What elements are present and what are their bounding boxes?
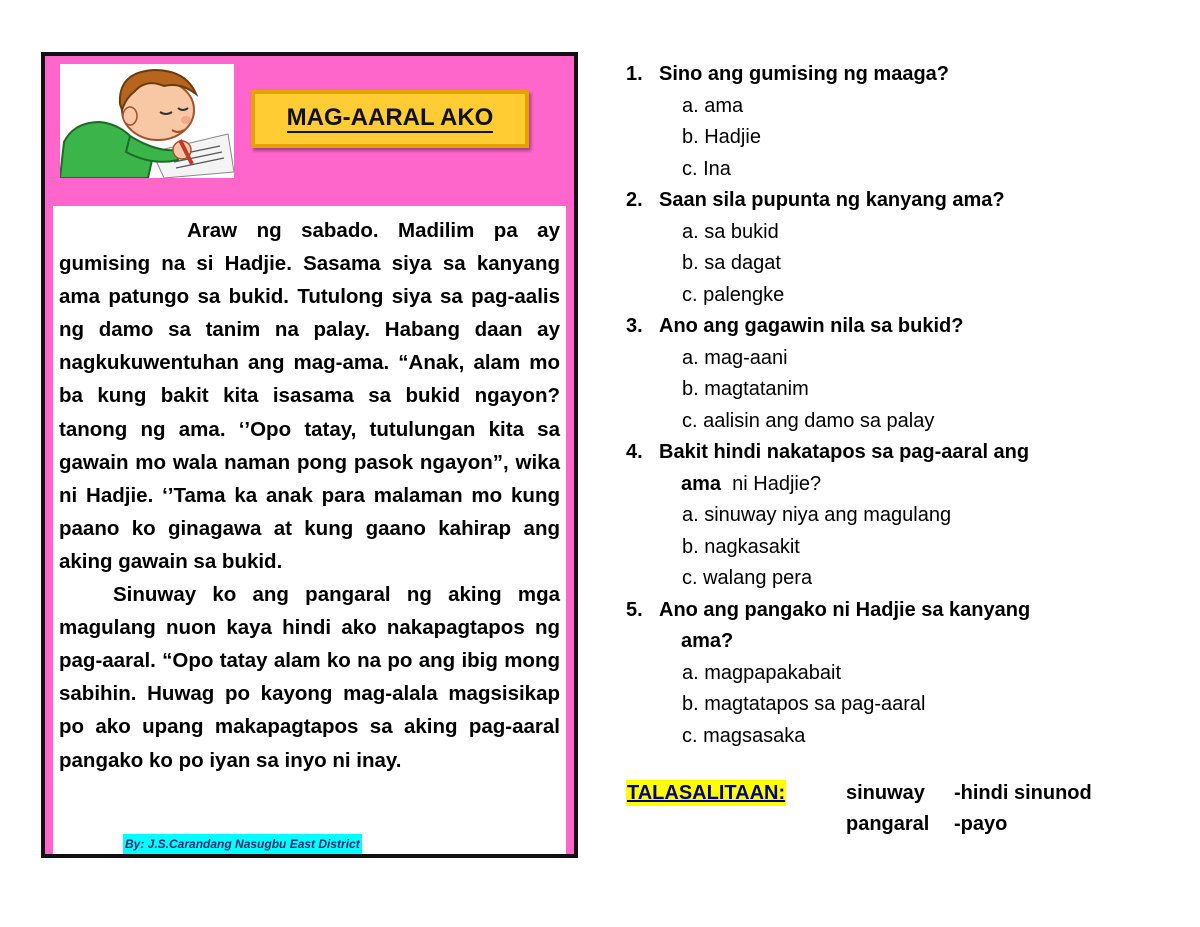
question-text: Ano ang pangako ni Hadjie sa kanyang [659,598,1031,621]
answer-option: c. aalisin ang damo sa palay [682,409,935,432]
question-text-cont-normal: ni Hadjie? [732,472,822,495]
vocabulary-word: sinuway [846,782,925,804]
answer-option: c. palengke [682,283,785,306]
story-body [53,206,566,854]
vocabulary-meaning: -payo [954,813,1008,835]
answer-option: a. ama [682,94,744,117]
question-text: Sino ang gumising ng maaga? [659,63,950,85]
question-text-cont: ama [681,472,722,495]
answer-option: a. sa bukid [682,220,779,243]
answer-option: a. mag-aani [682,346,788,369]
question-number: 1. [626,63,643,85]
answer-option: a. magpapakabait [682,661,842,684]
answer-option: b. sa dagat [682,252,781,274]
question-2 [626,185,1146,217]
answer-option: a. sinuway niya ang magulang [682,504,952,526]
vocabulary-heading: TALASALITAAN: [627,782,786,804]
question-text: Ano ang gagawin nila sa bukid? [659,315,964,337]
question-4 [626,437,1146,469]
question-4-continuation [626,469,1146,501]
question-3 [626,311,1146,343]
question-number: 5. [626,598,643,621]
author-byline: By: J.S.Carandang Nasugbu East District [123,834,362,854]
story-card [41,52,578,858]
quiz [626,59,1146,752]
vocabulary-entry [846,811,1007,837]
answer-option: b. magtatapos sa pag-aaral [682,693,926,715]
question-number: 3. [626,315,643,337]
vocabulary-meaning: -hindi sinunod [954,782,1092,804]
story-title-box [251,90,529,148]
story-paragraph-1: Araw ng sabado. Madilim pa ay gumising na si Hadjie. Sasama siya sa kanyang ama patungo sa bukid. Tutulong siya sa pag-aalis ng damo sa tanim na palay. Habang daan ay nagkukuwentuhan ang mag-ama. “Anak, alam mo ba kung bakit kita isasama sa bukid ngayon? tanong ng ama. ‘’Opo tatay, tutulungan kita sa gawain mo wala naman pong pasok ngayon”, wika ni Hadjie. ‘’Tama ka anak para malaman mo kung paano ko ginagawa at kung gaano kahirap ang aking gawain sa bukid. [59,219,560,573]
question-5-continuation [626,626,1146,658]
answer-option: c. magsasaka [682,724,806,747]
answer-option: b. Hadjie [682,126,761,148]
answer-option: b. nagkasakit [682,535,800,558]
answer-option: c. walang pera [682,567,813,589]
question-text-cont: ama? [681,630,734,652]
vocabulary-word: pangaral [846,813,930,835]
story-text [59,214,560,777]
vocabulary-entry [846,780,1092,806]
question-1 [626,59,1146,91]
boy-writing-icon [60,64,234,178]
story-title: MAG-AARAL AKO [286,104,494,132]
question-text: Saan sila pupunta ng kanyang ama? [659,189,1005,211]
question-number: 2. [626,189,643,211]
answer-option: c. Ina [682,157,731,180]
story-paragraph-2: Sinuway ko ang pangaral ng aking mga magulang nuon kaya hindi ako nakapagtapos ng pag-aaral. “Opo tatay alam ko na po ang ibig mong sabihin. Huwag po kayong mag-alala magsisikap po ako upang makapagtapos sa aking pag-aaral pangako ko po iyan sa inyo ni inay. [59,583,560,772]
question-number: 4. [626,441,643,463]
question-5 [626,595,1146,627]
answer-option: b. magtatanim [682,378,809,400]
question-text: Bakit hindi nakatapos sa pag-aaral ang [659,441,1030,463]
